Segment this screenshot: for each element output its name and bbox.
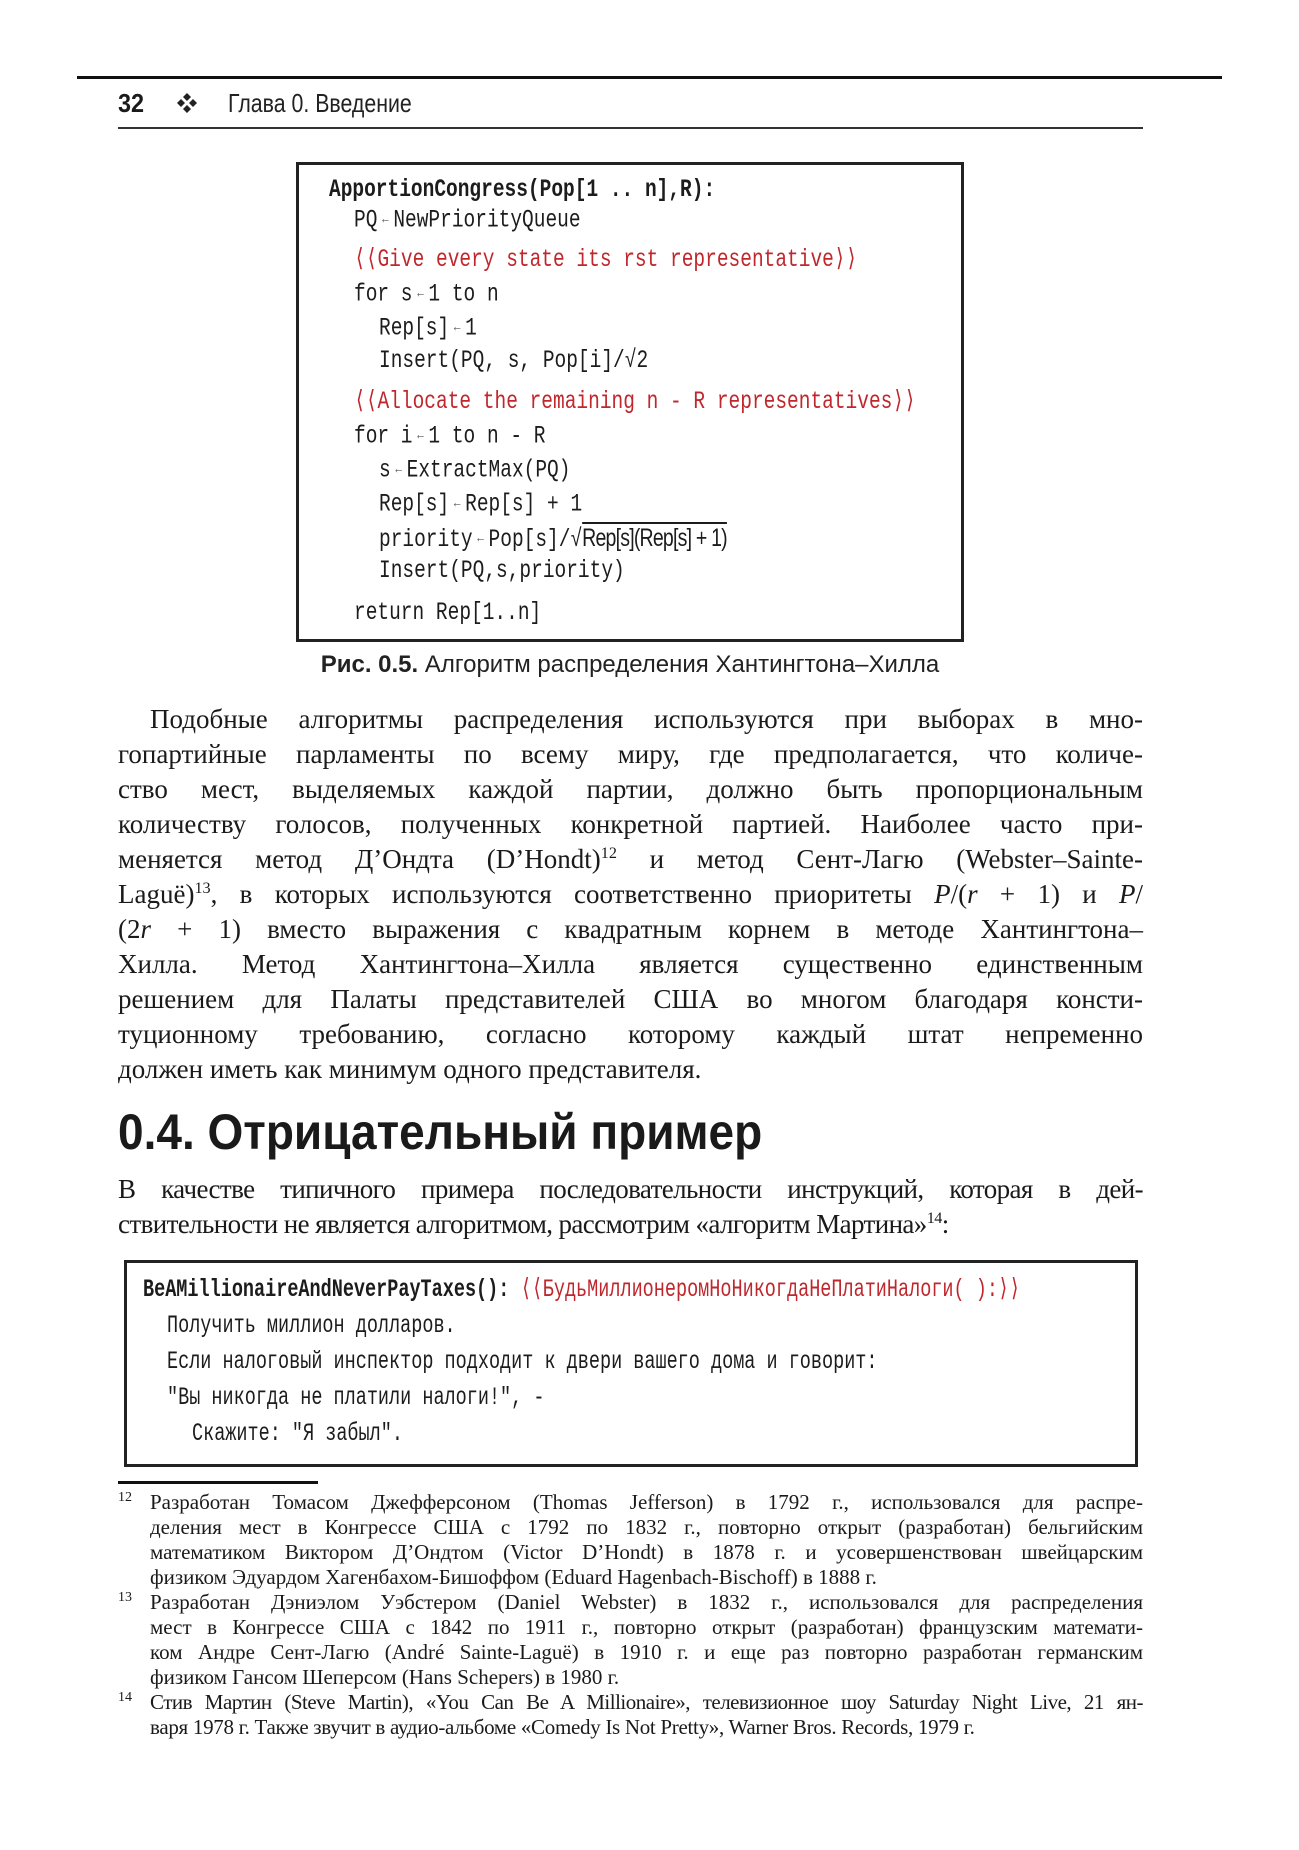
code-line-insert-priority: Insert(PQ,s,priority) — [379, 556, 625, 585]
footnote-number: 14 — [118, 1690, 132, 1705]
algorithm-box-apportion-congress — [296, 162, 964, 642]
code-line: Скажите: "Я забыл". — [192, 1419, 403, 1448]
assign-arrow-icon: ← — [453, 320, 461, 336]
footnote-line: варя 1978 г. Также звучит в аудио-альбоме «Comedy Is Not Pretty», Warner Bros. Records, 1979 г. — [150, 1715, 975, 1739]
code-line: Получить миллион долларов. — [167, 1311, 456, 1340]
footnote-number: 12 — [118, 1490, 132, 1505]
paragraph-line: Laguë)$^{13}$, в которых используются соответственно приоритеты P/(r + 1) и P/ — [118, 879, 1143, 909]
paragraph-line: В качестве типичного примера последовательности инструкций, которая в дей- — [118, 1174, 1143, 1204]
code-line: Если налоговый инспектор подходит к двери вашего дома и говорит: — [167, 1347, 878, 1376]
paragraph-line: Подобные алгоритмы распределения используются при выборах в мно- — [150, 704, 1143, 734]
four-diamond-ornament-icon — [176, 92, 198, 114]
figure-caption-text: Алгоритм распределения Хантингтона–Хилла — [418, 651, 940, 678]
page-number: 32 — [118, 88, 145, 118]
footnote-line: деления мест в Конгрессе США с 1792 по 1832 г., повторно открыт (разработан) бельгийским — [150, 1515, 1143, 1539]
paragraph-line: (2r + 1) вместо выражения с квадратным корнем в методе Хантингтона– — [118, 914, 1143, 944]
assign-arrow-icon: ← — [453, 496, 461, 512]
paragraph-line: должен иметь как минимум одного представителя. — [118, 1054, 702, 1084]
footnote-line: физиком Эдуардом Хагенбахом-Бишоффом (Eduard Hagenbach-Bischoff) в 1888 г. — [150, 1565, 877, 1589]
algorithm-box-millionaire — [124, 1260, 1138, 1467]
footnote-line: Стив Мартин (Steve Martin), «You Can Be A Millionaire», телевизионное шоу Saturday Night Live, 21 ян- — [150, 1690, 1143, 1714]
figure-caption — [296, 650, 964, 680]
assign-arrow-icon: ← — [417, 286, 424, 302]
footnote-line: физиком Гансом Шеперсом (Hans Schepers) в 1980 г. — [150, 1665, 620, 1689]
paragraph-line: количеству голосов, полученных конкретной партией. Наиболее часто при- — [118, 809, 1143, 839]
section-heading: 0.4. Отрицательный пример — [118, 1104, 763, 1160]
paragraph-line: ствительности не является алгоритмом, рассмотрим «алгоритм Мартина»$^{14}$: — [118, 1209, 949, 1239]
paragraph-line: Хилла. Метод Хантингтона–Хилла является существенно единственным — [118, 949, 1143, 979]
code-line-return: return Rep[1..n] — [354, 598, 542, 627]
footnote-rule — [118, 1481, 318, 1484]
footnote-line: математиком Виктором Д’Ондтом (Victor D’Hondt) в 1878 г. и усовершенствован швейцарским — [150, 1540, 1143, 1564]
code-line-insert-initial: Insert(PQ, s, Pop[i]/√2 — [379, 346, 649, 375]
paragraph-line: туционному требованию, согласно которому каждый штат непременно — [118, 1019, 1143, 1049]
header-rule — [118, 127, 1143, 129]
code-line-rep-init: Rep[s] ← 1 — [379, 313, 477, 343]
code-line: "Вы никогда не платили налоги!", - — [167, 1383, 545, 1412]
footnote-line: мест в Конгрессе США с 1842 по 1911 г., повторно открыт (разработан) французским математи- — [150, 1615, 1143, 1639]
code-comment: ⟨⟨БудьМиллионеромНоНикогдаНеПлатиНалоги( ):⟩⟩ — [520, 1275, 1021, 1304]
code-line-extract-max: s ← ExtractMax(PQ) — [379, 455, 571, 485]
code-comment-allocate-remaining: ⟨⟨Allocate the remaining n - R representatives⟩⟩ — [354, 387, 916, 416]
code-signature: ApportionCongress(Pop[1 .. n],R): — [329, 175, 716, 204]
footnote-ref-14[interactable]: 14 — [926, 1209, 942, 1227]
paragraph-line: меняется метод Д’Ондта (D’Hondt)$^{12}$ и метод Сент-Лагю (Webster–Sainte- — [118, 844, 1143, 874]
footnote-ref-12[interactable]: 12 — [600, 844, 617, 862]
paragraph-line: ство мест, выделяемых каждой партии, должно быть пропорциональным — [118, 774, 1143, 804]
assign-arrow-icon: ← — [382, 212, 389, 228]
footnote-line: Разработан Томасом Джефферсоном (Thomas Jefferson) в 1792 г., использовался для распре- — [150, 1490, 1143, 1514]
paragraph-line: решением для Палаты представителей США во многом благодаря консти- — [118, 984, 1143, 1014]
paragraph-line: гопартийные парламенты по всему миру, где предполагается, что количе- — [118, 739, 1143, 769]
code-line-for-i: for i ← 1 to n - R — [354, 421, 546, 451]
footnote-ref-13[interactable]: 13 — [194, 879, 211, 897]
assign-arrow-icon: ← — [417, 428, 424, 444]
footnote-number: 13 — [118, 1590, 132, 1605]
code-comment-first-representative: ⟨⟨Give every state its rst representative⟩⟩ — [354, 245, 858, 274]
code-line-for-s: for s ← 1 to n — [354, 279, 499, 309]
chapter-title: Глава 0. Введение — [228, 88, 412, 118]
code-line-pq: PQ ← NewPriorityQueue — [354, 205, 581, 235]
figure-label: Рис. 0.5. — [320, 651, 419, 678]
footnote-line: Разработан Дэниэлом Уэбстером (Daniel Webster) в 1832 г., использовался для распределения — [150, 1590, 1143, 1614]
code-line-priority: priority ← Pop[s]/√Rep[s](Rep[s] + 1) — [379, 524, 727, 554]
code-line-rep-increment: Rep[s] ← Rep[s] + 1 — [379, 489, 583, 519]
code-signature: BeAMillionaireAndNeverPayTaxes(): ⟨⟨БудьМиллионеромНоНикогдаНеПлатиНалоги( ):⟩⟩ — [143, 1275, 1021, 1304]
assign-arrow-icon: ← — [395, 462, 402, 478]
top-rule — [77, 76, 1222, 79]
assign-arrow-icon: ← — [477, 531, 484, 548]
footnote-line: ком Андре Сент-Лагю (André Sainte-Laguë) в 1910 г. и еще раз повторно разработан германским — [150, 1640, 1143, 1664]
